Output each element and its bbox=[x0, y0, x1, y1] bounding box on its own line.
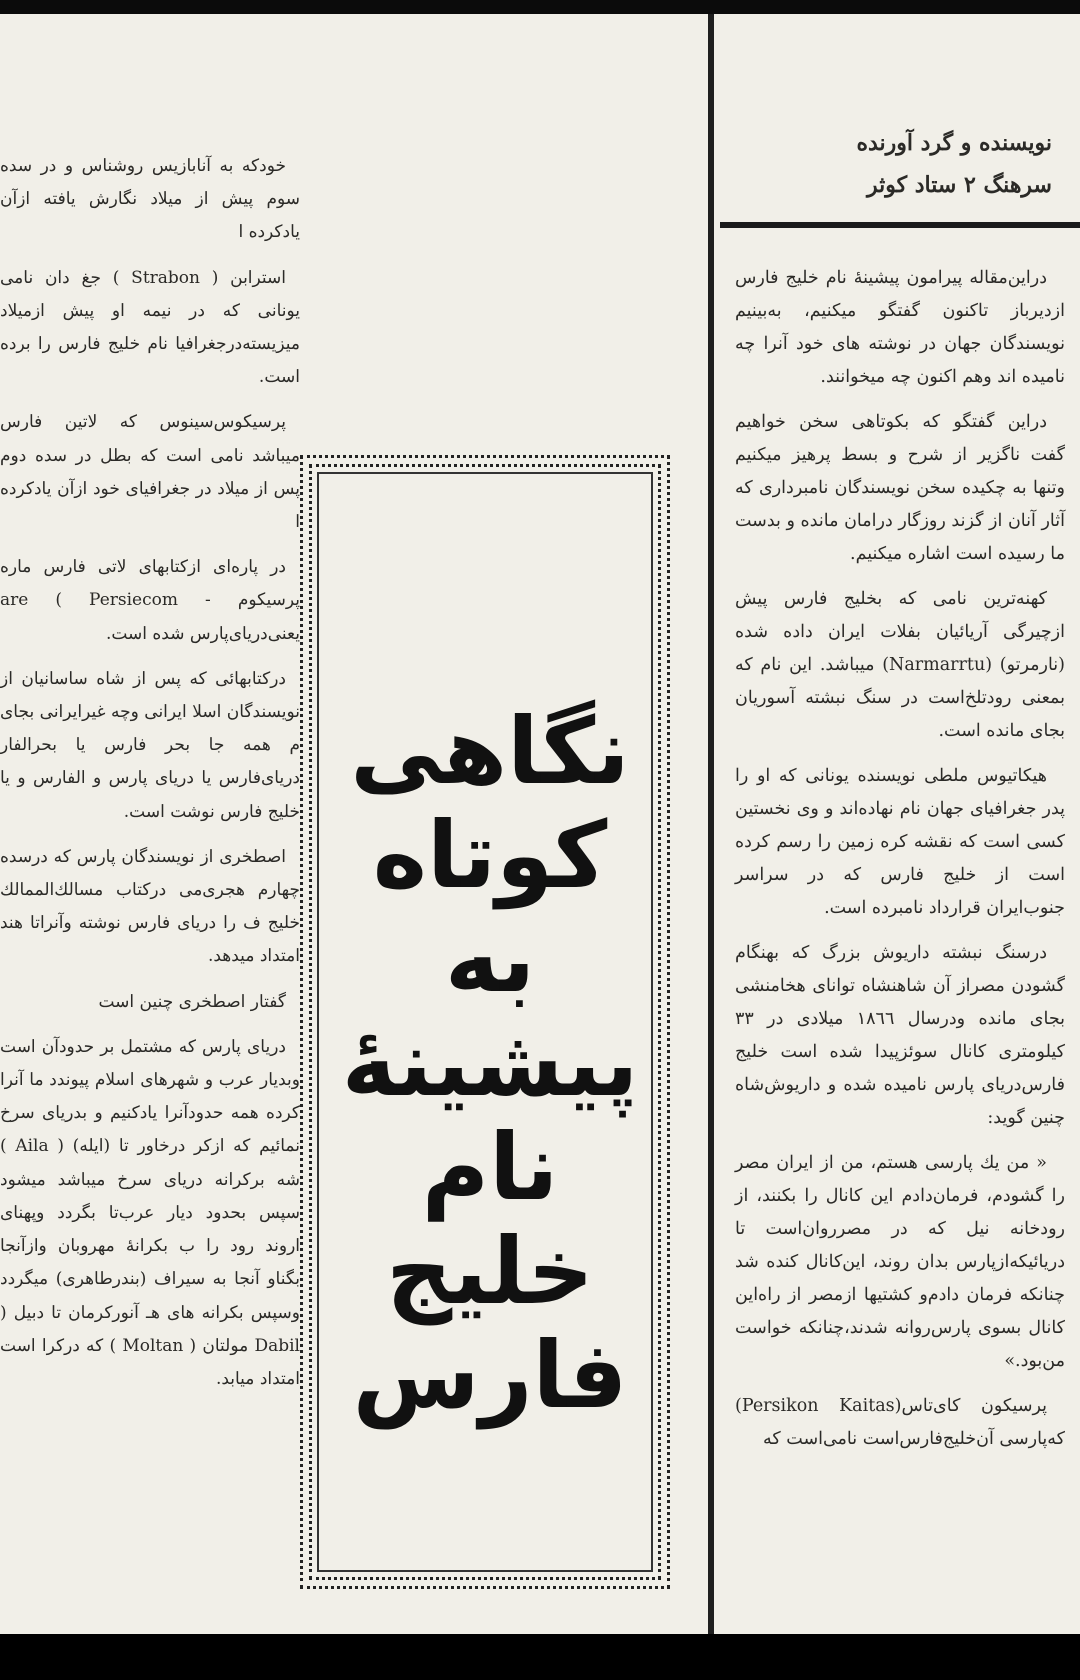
right-paragraph: دراین گفتگو که بکوتاهی سخن خواهیم گفت ناگزیر از شرح و بسط پرهیز میکنیم وتنها به چکیده سخن نویسندگان نامبرداری که آثار آنان از گزند روزگار درامان مانده و بدست ما رسیده است اشاره میکنیم. bbox=[735, 412, 1065, 564]
horizontal-rule bbox=[720, 222, 1080, 228]
left-paragraph: اصطخری از نویسندگان پارس که درسده چهارم هجری‌می درکتاب مسالك‌الممالك خلیج ف را دریای فارس نوشته وآنراتا هند امتداد میدهد. bbox=[0, 846, 300, 967]
right-paragraph: دراین‌مقاله پیرامون پیشینهٔ نام خلیج فارس ازدیرباز تاکنون گفتگو میکنیم، به‌بینیم نویسندگان جهان در نوشته های خود آنرا چه نامیده اند وهم اکنون چه میخوانند. bbox=[735, 268, 1065, 387]
title-line: پیشینهٔ bbox=[341, 1010, 639, 1117]
title-line: نام bbox=[421, 1114, 559, 1221]
title-line: کوتاه bbox=[372, 802, 608, 909]
title-line: به bbox=[444, 906, 536, 1013]
left-text-column bbox=[0, 150, 300, 1408]
left-paragraph: استرابن ( Strabon ) جغ دان نامی یونانی که در نیمه او پیش ازمیلاد میزیسته‌درجغرافیا نام خلیج فارس را برده است. bbox=[0, 267, 300, 388]
top-edge bbox=[0, 0, 1080, 14]
right-paragraph: کهنه‌ترین نامی که بخلیج فارس پیش ازچیرگی آریائیان بفلات ایران داده شده (نارمرتو) (Narmarrtu) میباشد. این نام که بمعنی رودتلخ‌است در سنگ نبشته آسوریان بجای مانده است. bbox=[735, 589, 1065, 741]
bottom-edge bbox=[0, 1634, 1080, 1680]
article-title bbox=[330, 700, 650, 1428]
left-paragraph: دریای پارس که مشتمل بر حدودآن است وبدیار عرب و شهرهای اسلام پیوندد ما آنرا کرده همه حدودآنرا یادکنیم و بدریای سرخ نمائیم که ازکر درخاور تا (ایله) ( Aila ) شه برکرانه دریای سرخ میباشد میشود سپس بحدود دیار عرب‌تا بگردد وپهنای اروند رود را ب بکرانهٔ مهروبان وازآنجا بگناو آنجا به سیراف (بندرطاهری) میگردد وسپس بکرانه های هـ آنورکرمان تا دبیل ( Dabil مولتان ( Moltan ) که درکرا است امتداد میابد. bbox=[0, 1036, 300, 1389]
left-paragraph: درکتابهائی که پس از شاه ساسانیان از نویسندگان اسلا ایرانی وچه غیرایرانی بجای م همه جا بحر فارس یا بحرالفار دریای‌فارس یا دریای پارس و الفارس و یا خلیج فارس نوشت است. bbox=[0, 668, 300, 822]
right-paragraph: پرسیکون کای‌تاس(Persikon Kaitas) که‌پارسی آن‌خلیج‌فارس‌است نامی‌است که bbox=[735, 1396, 1065, 1449]
right-paragraph: هیکاتیوس ملطی نویسنده یونانی که او را پدر جغرافیای جهان نام نهاده‌اند و وی نخستین کسی است که نقشه کره زمین را رسم کرده است از خلیج فارس که در سراسر جنوب‌ایران قرارداد نامبرده است. bbox=[735, 766, 1065, 918]
byline-role: نویسنده و گرد آورنده bbox=[856, 130, 1052, 156]
byline bbox=[740, 122, 1052, 206]
right-text-column bbox=[735, 262, 1065, 1468]
byline-author: سرهنگ ۲ ستاد کوثر bbox=[867, 172, 1052, 198]
title-line: نگاهی bbox=[350, 698, 630, 805]
title-line: خلیج bbox=[386, 1218, 594, 1325]
left-paragraph: در پاره‌ای ازکتابهای لاتی فارس ماره پرسیکوم - are ( Persiecom یعنی‌دریای‌پارس شده است. bbox=[0, 557, 300, 644]
left-paragraph: گفتار اصطخری چنین است bbox=[98, 991, 286, 1012]
title-line: فارس bbox=[352, 1322, 628, 1429]
page-fold-divider bbox=[708, 14, 714, 1634]
left-paragraph: خودکه به آناباز‌یس روشناس و در سده سوم پیش از میلاد نگارش یافته ازآن یادکرده ا bbox=[0, 156, 300, 243]
left-paragraph: پرسیکوس‌سینوس که لاتین فارس میباشد نامی است که بطل در سده دوم پس از میلاد در جغرافیای خود ازآن یادکرده ا bbox=[0, 412, 300, 533]
right-paragraph: درسنگ نبشته داریوش بزرگ که بهنگام گشودن مصراز آن شاهنشاه توانای هخامنشی بجای مانده ودرسال ۱۸٦٦ میلادی در ۳۳ کیلومتری کانال سوئزپیدا شده است خلیج فارس‌دریای پارس نامیده شده و داریوش‌شاه چنین گوید: bbox=[735, 943, 1065, 1128]
right-paragraph: « من یك پارسی هستم، من از ایران مصر را گشودم، فرمان‌دادم این کانال را بکنند، از رودخانه نیل که در مصرروان‌است تا دریائیکه‌ازپارس بدان روند، این‌کانال کنده شد چنانکه فرمان دادم‌و کشتیها ازمصر از راه‌این کانال بسوی پارس‌روانه شدند،چنانکه خواست من‌بود.» bbox=[735, 1153, 1065, 1371]
